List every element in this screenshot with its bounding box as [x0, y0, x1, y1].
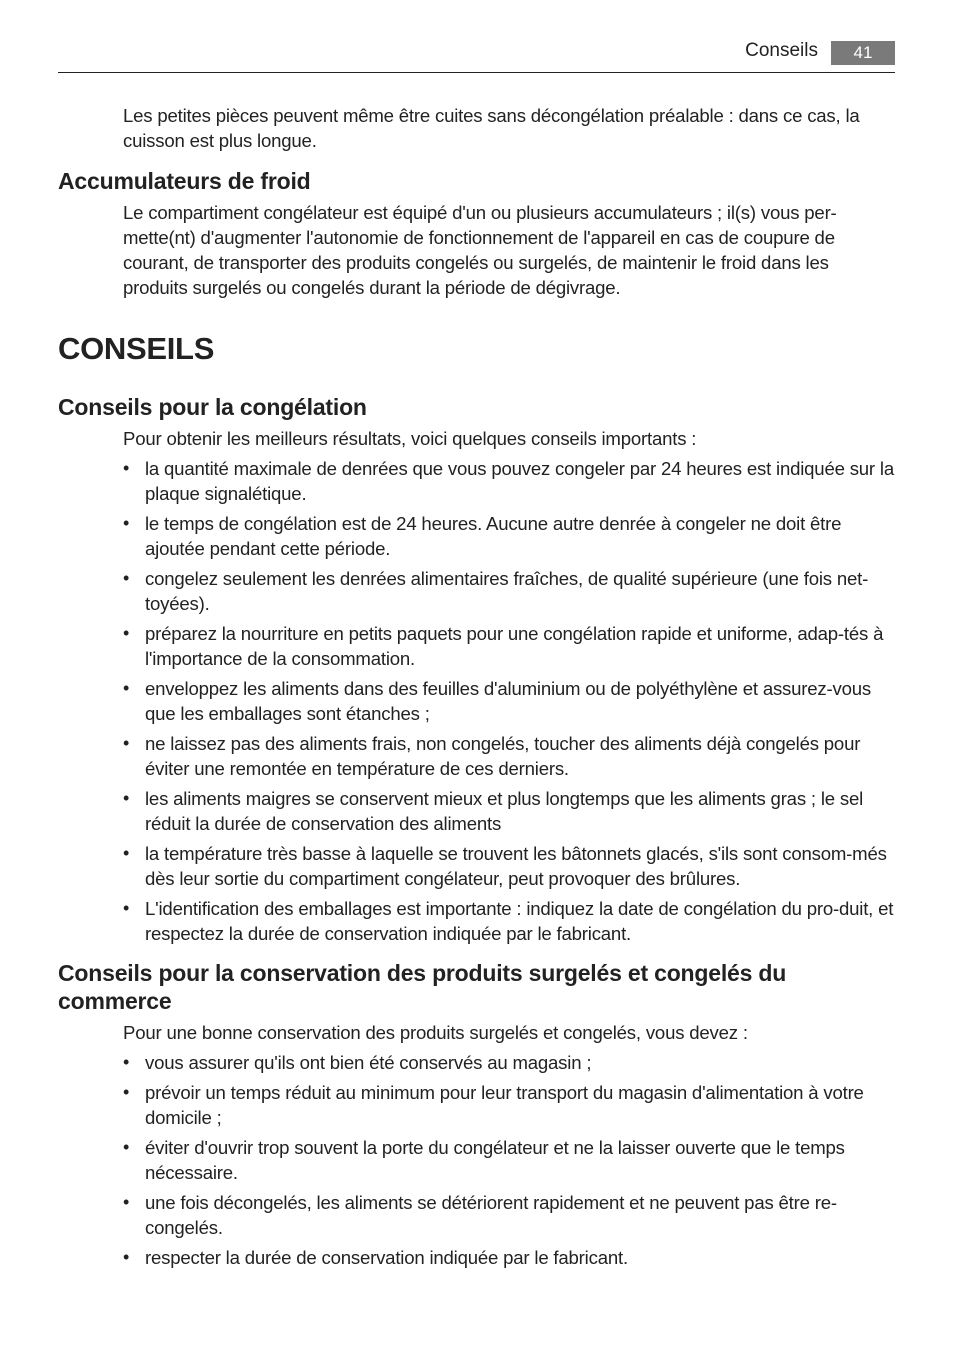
list-item: • enveloppez les aliments dans des feuilles d'aluminium ou de polyéthylène et assurez-vous que les emballages sont étanches ;	[123, 678, 871, 724]
list-item: • congelez seulement les denrées alimentaires fraîches, de qualité supérieure (une fois net-toyées).	[123, 568, 869, 614]
bullet-icon: •	[123, 898, 130, 918]
list-item: • la température très basse à laquelle se trouvent les bâtonnets glacés, s'ils sont consom-més dès leur sortie du compartiment congélateur, peut provoquer des brûlures.	[123, 843, 887, 889]
freezing-tips-heading: Conseils pour la congélation	[58, 394, 367, 420]
bullet-icon: •	[123, 1247, 130, 1267]
bullet-icon: •	[123, 1052, 130, 1072]
bullet-icon: •	[123, 623, 130, 643]
bullet-icon: •	[123, 788, 130, 808]
list-item: • éviter d'ouvrir trop souvent la porte du congélateur et ne la laisser ouverte que le temps nécessaire.	[123, 1137, 845, 1183]
list-item: • ne laissez pas des aliments frais, non congelés, toucher des aliments déjà congelés pour éviter une remontée en température de ces derniers.	[123, 733, 861, 779]
list-item: • respecter la durée de conservation indiquée par le fabricant.	[123, 1247, 628, 1268]
bullet-icon: •	[123, 1082, 130, 1102]
page-content	[58, 103, 898, 1275]
accumulators-heading: Accumulateurs de froid	[58, 168, 311, 194]
list-item: • prévoir un temps réduit au minimum pour leur transport du magasin d'alimentation à votre domicile ;	[123, 1082, 864, 1128]
list-item: • vous assurer qu'ils ont bien été conservés au magasin ;	[123, 1052, 592, 1073]
list-item: • L'identification des emballages est importante : indiquez la date de congélation du pro-duit, et respectez la durée de conservation indiquée par le fabricant.	[123, 898, 894, 944]
list-item: • une fois décongelés, les aliments se détériorent rapidement et ne peuvent pas être re-congelés.	[123, 1192, 837, 1238]
bullet-icon: •	[123, 1137, 130, 1157]
freezing-tips-list	[58, 456, 898, 946]
storage-tips-list	[58, 1050, 898, 1270]
freezing-tips-intro: Pour obtenir les meilleurs résultats, voici quelques conseils importants :	[123, 428, 697, 449]
list-item: • le temps de congélation est de 24 heures. Aucune autre denrée à congeler ne doit être ajoutée pendant cette période.	[123, 513, 842, 559]
bullet-icon: •	[123, 1192, 130, 1212]
bullet-icon: •	[123, 678, 130, 698]
storage-tips-heading: Conseils pour la conservation des produits surgelés et congelés du commerce	[58, 960, 787, 1014]
bullet-icon: •	[123, 513, 130, 533]
intro-paragraph: Les petites pièces peuvent même être cuites sans décongélation préalable : dans ce cas, la cuisson est plus longue.	[123, 105, 860, 151]
bullet-icon: •	[123, 458, 130, 478]
page-number: 41	[831, 41, 895, 65]
storage-tips-intro: Pour une bonne conservation des produits surgelés et congelés, vous devez :	[123, 1022, 748, 1043]
accumulators-paragraph: Le compartiment congélateur est équipé d'un ou plusieurs accumulateurs ; il(s) vous per-mette(nt) d'augmenter l'autonomie de fonctionnement de l'appareil en cas de coupure de courant, de transporter des produits congelés ou surgelés, de maintenir le froid dans les produits surgelés ou congelés durant la période de dégivrage.	[123, 202, 837, 298]
bullet-icon: •	[123, 733, 130, 753]
list-item: • préparez la nourriture en petits paquets pour une congélation rapide et uniforme, adap-tés à l'importance de la consommation.	[123, 623, 884, 669]
bullet-icon: •	[123, 843, 130, 863]
conseils-title: CONSEILS	[58, 331, 215, 366]
page-header	[58, 38, 895, 73]
bullet-icon: •	[123, 568, 130, 588]
list-item: • la quantité maximale de denrées que vous pouvez congeler par 24 heures est indiquée sur la plaque signalétique.	[123, 458, 894, 504]
list-item: • les aliments maigres se conservent mieux et plus longtemps que les aliments gras ; le sel réduit la durée de conservation des aliments	[123, 788, 864, 834]
header-section-name: Conseils	[745, 40, 818, 61]
